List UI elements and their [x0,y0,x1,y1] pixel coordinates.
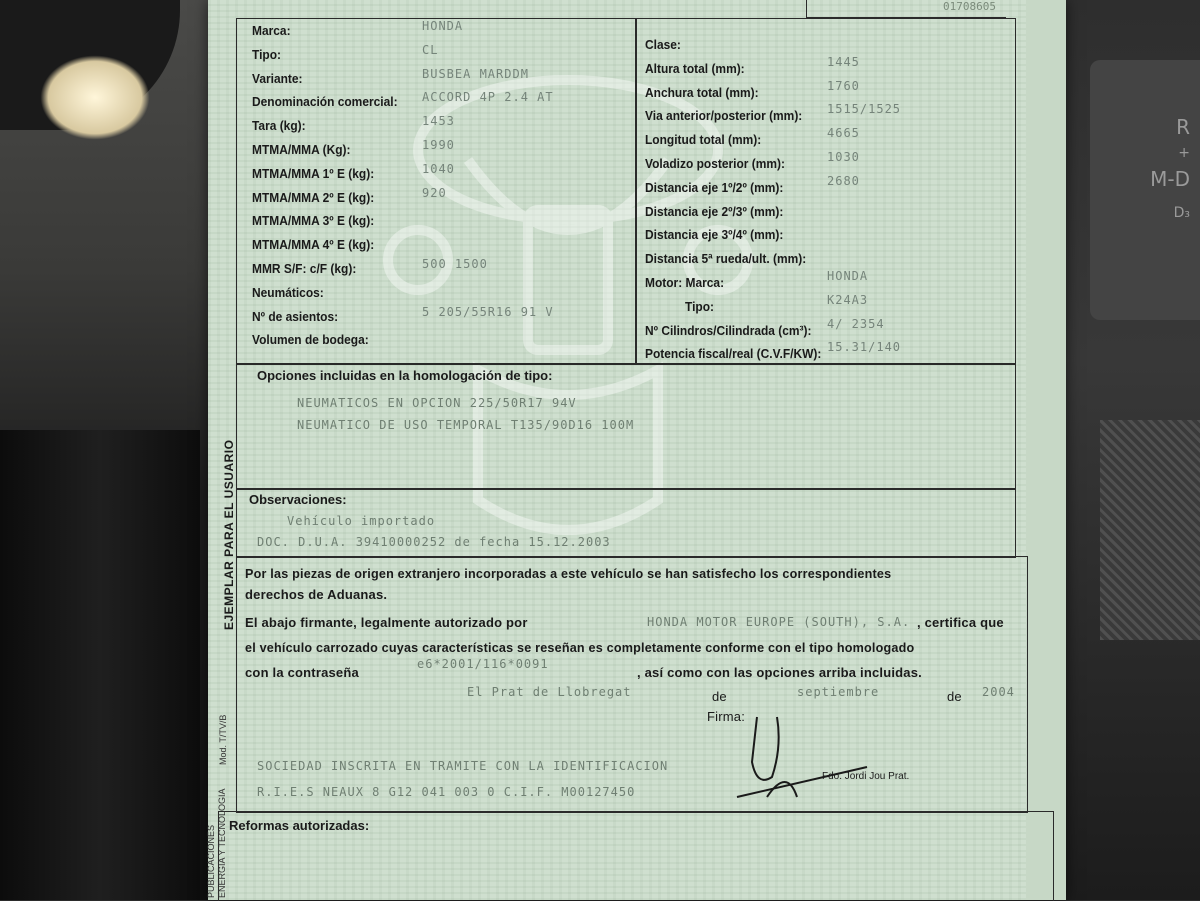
observations-box [236,488,1016,558]
right-field-value: 4/ 2354 [827,316,885,331]
left-field-label: MTMA/MMA 3º E (kg): [252,213,375,229]
vehicle-registration-card [208,0,1066,900]
certification-box [236,556,1028,813]
options-title: Opciones incluidas en la homologación de tipo: [257,368,553,383]
right-field-value: 1760 [827,78,860,93]
homologation-code: e6*2001/116*0091 [417,657,549,671]
right-field-value: HONDA [827,269,869,283]
specifications-box [236,18,1016,365]
right-field-label: Altura total (mm): [645,60,745,76]
left-field-label: Volumen de bodega: [252,332,369,348]
customs-statement-line-1: Por las piezas de origen extranjero incorporadas a este vehículo se han satisfecho los correspondientes [245,567,892,581]
right-field-label: Distancia eje 1º/2º (mm): [645,179,784,195]
left-field-label: Tipo: [252,46,282,62]
observations-line-2: DOC. D.U.A. 39410000252 de fecha 15.12.2003 [257,535,611,549]
light-reflection [40,55,150,140]
right-field-value: 2680 [827,173,860,188]
left-field-value: HONDA [422,19,464,33]
left-field-label: Tara (kg): [252,118,306,134]
authorized-company: HONDA MOTOR EUROPE (SOUTH), S.A. [647,615,911,629]
right-field-label: Distancia eje 2º/3º (mm): [645,203,784,219]
left-field-value: 1040 [422,161,455,176]
left-field-label: MTMA/MMA 2º E (kg): [252,189,375,205]
document-edge [1026,0,1066,900]
right-field-value: 1445 [827,54,860,69]
signature-icon [697,707,897,807]
signature-label: Firma: [707,709,746,724]
right-field-label: Motor: Marca: [645,275,725,290]
right-field-label: Nº Cilindros/Cilindrada (cm³): [645,322,812,338]
right-field-label: Distancia 5ª rueda/ult. (mm): [645,251,807,267]
speaker-mesh [1100,420,1200,640]
left-field-label: MTMA/MMA (Kg): [252,142,351,157]
spec-column-divider [635,19,637,364]
password-label: con la contraseña [245,665,359,680]
gear-label-r: R [1176,115,1190,139]
seat [0,430,200,900]
publisher-label: PUBLICACIONES ENERGIA Y TECNOLOGIA [206,788,227,898]
model-code: Mod. T/TV/B [218,714,228,765]
left-field-value: 1990 [422,138,455,152]
left-field-value: 5 205/55R16 91 V [422,304,554,319]
right-field-label: Distancia eje 3º/4º (mm): [645,227,784,243]
options-box [236,363,1016,490]
observations-line-1: Vehículo importado [287,514,436,528]
left-field-label: MTMA/MMA 4º E (kg): [252,237,375,253]
stamp-line-1: SOCIEDAD INSCRITA EN TRAMITE CON LA IDENTIFICACION [257,759,669,773]
left-field-label: Variante: [252,70,303,86]
right-field-value: 1515/1525 [827,102,902,117]
reforms-box [218,811,1054,901]
gear-labels [1150,110,1190,230]
left-field-label: Nº de asientos: [252,308,339,324]
left-field-label: Marca: [252,23,291,38]
authorization-text: El abajo firmante, legalmente autorizado por [245,615,528,630]
signer-name: Fdo. Jordi Jou Prat. [822,771,910,782]
left-field-value: 500 1500 [422,257,488,271]
reforms-title: Reformas autorizadas: [229,818,370,833]
right-field-label: Anchura total (mm): [645,84,759,100]
issue-place: El Prat de Llobregat [467,685,632,699]
left-field-label: Denominación comercial: [252,94,398,110]
conformity-text: el vehículo carrozado cuyas características se reseñan es completamente conforme con el tipo homologado [245,641,915,655]
right-field-label: Longitud total (mm): [645,132,762,148]
right-field-label: Potencia fiscal/real (C.V.F/KW): [645,346,822,362]
date-de-1: de [712,689,727,704]
left-field-value: ACCORD 4P 2.4 AT [422,90,554,105]
options-line-1: NEUMATICOS EN OPCION 225/50R17 94V [297,396,577,410]
observations-title: Observaciones: [249,492,347,507]
right-field-label: Voladizo posterior (mm): [645,156,785,171]
certifies-text: , certifica que [917,615,1004,630]
left-field-value: CL [422,42,439,57]
right-field-value: K24A3 [827,292,869,307]
gear-label-plus: + [1178,145,1190,161]
left-field-value: 920 [422,185,447,200]
left-field-value: BUSBEA MARDDM [422,66,529,81]
gear-label-d3: D₃ [1173,205,1190,221]
left-field-value: 1453 [422,114,455,129]
left-field-label: Neumáticos: [252,284,324,300]
background-left [0,0,215,900]
date-de-2: de [947,689,962,704]
options-included-text: , así como con las opciones arriba incluidas. [637,665,922,680]
issue-year: 2004 [982,685,1015,699]
left-field-label: MMR S/F: c/F (kg): [252,261,357,276]
right-field-label: Via anterior/posterior (mm): [645,108,803,124]
left-field-label: MTMA/MMA 1º E (kg): [252,165,375,181]
options-line-2: NEUMATICO DE USO TEMPORAL T135/90D16 100M [297,418,635,432]
right-field-value: 1030 [827,150,860,164]
right-field-label: Tipo: [685,298,715,314]
document-number: 01708605 [806,0,1006,18]
right-field-label: Clase: [645,37,681,52]
stamp-line-2: R.I.E.S NEAUX 8 G12 041 003 0 C.I.F. M00127450 [257,785,636,799]
right-field-value: 15.31/140 [827,340,902,355]
copy-label: EJEMPLAR PARA EL USUARIO [222,439,236,630]
right-field-value: 4665 [827,126,860,141]
customs-statement-line-2: derechos de Aduanas. [245,587,388,602]
gear-label-md: M-D [1150,167,1190,191]
issue-month: septiembre [797,685,880,699]
